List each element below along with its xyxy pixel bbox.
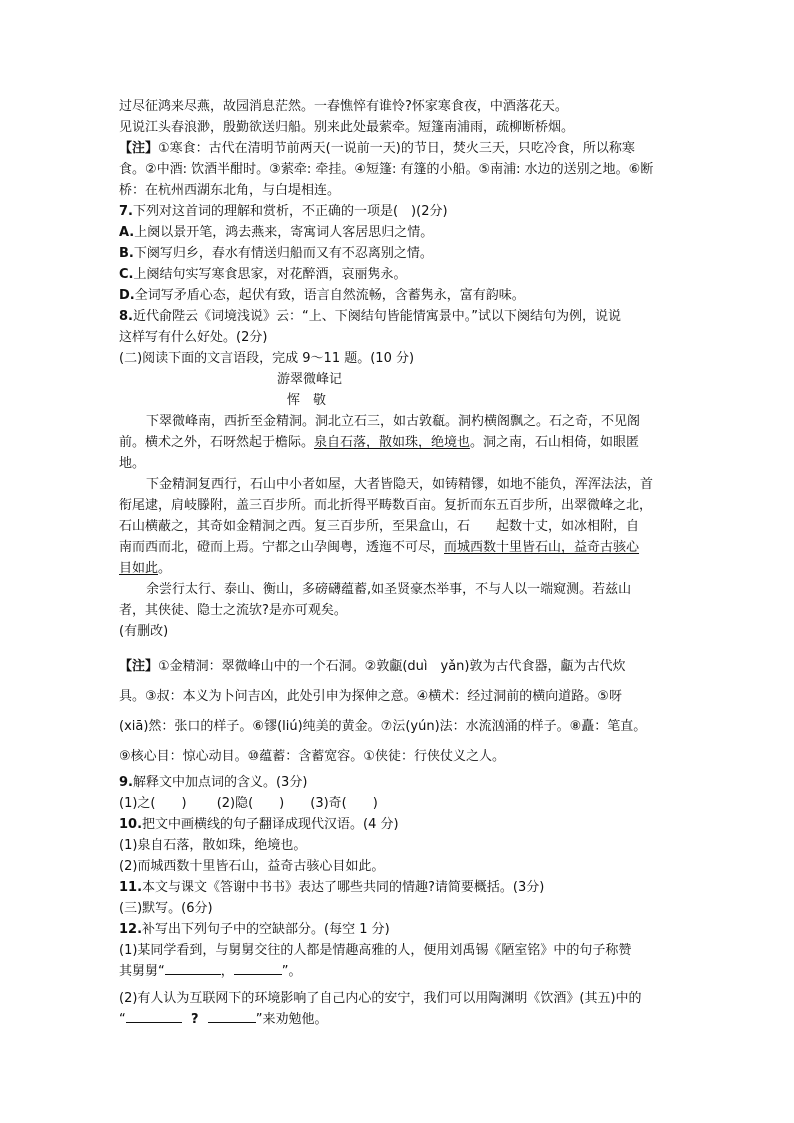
question-number: 9. [119, 775, 133, 790]
question-10-item: (1)泉自石落，散如珠，绝境也。 [119, 838, 307, 853]
question-number: 11. [119, 880, 143, 895]
answer-blank[interactable] [234, 961, 282, 975]
passage-author: 恽 敬 [287, 393, 327, 408]
question-stem: 近代俞陛云《词境浅说》云：“上、下阕结句皆能情寓景中。”试以下阕结句为例，说说 [132, 309, 621, 324]
exam-page [119, 96, 679, 1030]
fill-text: “ [119, 1012, 126, 1027]
option-letter: B. [119, 246, 134, 261]
option-text: 上阕以景开笔，鸿去燕来，寄寓词人客居思归之情。 [134, 225, 434, 240]
option-b [119, 243, 679, 264]
fill-text: ”来劝勉他。 [255, 1012, 328, 1027]
passage-text: 。洞之南，石山相倚，如眼匿 [470, 435, 640, 450]
question-10 [119, 814, 679, 835]
separator-mark: ? [190, 1012, 199, 1027]
note-text: ①金精洞：翠微峰山中的一个石洞。②敦甗(duì yǎn)敦为古代食器，甗为古代炊 [158, 659, 626, 674]
answer-blank[interactable] [208, 1009, 256, 1023]
question-number: 7. [119, 204, 133, 219]
question-12-item: (1)某同学看到，与舅舅交往的人都是情趣高雅的人，便用刘禹锡《陋室铭》中的句子称赞 [119, 943, 632, 958]
question-8 [119, 306, 679, 327]
poem-note [119, 138, 679, 159]
question-7 [119, 201, 679, 222]
answer-blank[interactable] [126, 1009, 182, 1023]
question-stem: 把文中画横线的句子翻译成现代汉语。(4 分) [142, 817, 399, 832]
option-letter: C. [119, 267, 134, 282]
passage-line: 地。 [119, 456, 146, 471]
note-text: ①寒食：古代在清明节前两天(一说前一天)的节日，焚火三天，只吃冷食，所以称寒 [158, 141, 635, 156]
option-letter: D. [119, 288, 135, 303]
passage-text: 南而西而北，磴而上焉。宁都之山孕闽粤，透迤不可尽， [119, 540, 445, 555]
question-12-item-cont [119, 961, 679, 982]
question-stem: 补写出下列句子中的空缺部分。(每空 1 分) [142, 922, 390, 937]
passage-paragraph-3: 余尝行太行、泰山、衡山，多磅礴蕴蓄,如圣贤豪杰举事，不与人以一端窥测。若兹山 [146, 582, 632, 597]
poem-line: 过尽征鸿来尽燕，故园消息茫然。一春憔悴有谁怜?怀家寒食夜，中酒落花天。 [119, 99, 568, 114]
fill-text: 其舅舅“ [119, 964, 165, 979]
question-12-item: (2)有人认为互联网下的环境影响了自己内心的安宁，我们可以用陶渊明《饮酒》(其五)中的 [119, 991, 642, 1006]
fill-text: ， [220, 964, 234, 979]
option-text: 上阕结句实写寒食思家，对花醉酒，哀丽隽永。 [133, 267, 407, 282]
passage-line [119, 432, 679, 453]
question-9-items: (1)之( ) (2)隐( ) (3)奇( ) [119, 796, 378, 811]
passage-note-line: ⑨核心目：惊心动目。⑩蕴蓄：含蓄宽容。①侠徒：行侠仗义之人。 [119, 749, 505, 764]
question-12-item-cont [119, 1009, 679, 1030]
note-marker: 【注】 [119, 659, 159, 674]
poem-note-line: 食。②中酒: 饮酒半酣时。③萦牵: 牵挂。④短篷: 有篷的小船。⑤南浦: 水边的送别之地。⑥断 [119, 162, 654, 177]
passage-paragraph-2: 下金精洞复西行，石山中小者如屋，大者皆隐天，如铸精镠，如地不能负，浑浑法法，首 [146, 477, 654, 492]
option-text: 全词写矛盾心态，起伏有致，语言自然流畅，含蓄隽永，富有韵味。 [134, 288, 525, 303]
passage-line: 衔尾逮，肩岐滕附，盖三百步所。而北折得平畴数百亩。复折而东五百步所，出翠微峰之北， [119, 498, 653, 513]
underlined-sentence-2: 而城西数十里皆石山，益奇古骇心 [444, 540, 640, 555]
passage-line [119, 558, 679, 579]
question-8-cont: 这样写有什么好处。(2分) [119, 330, 268, 345]
underlined-sentence-2-cont: 目如此 [119, 561, 159, 576]
passage-text: 前。横术之外，石呀然起于檐际。 [119, 435, 315, 450]
question-12 [119, 919, 679, 940]
passage-paragraph-1: 下翠微峰南，西折至金精洞。洞北立石三，如古敦瓻。洞杓横阁飘之。石之奇，不见阁 [146, 414, 641, 429]
question-11 [119, 877, 679, 898]
question-10-item: (2)而城西数十里皆石山，益奇古骇心目如此。 [119, 859, 385, 874]
passage-note [119, 652, 679, 682]
passage-line: 石山横蔽之，其奇如金精洞之西。复三百步所，至果盒山，石 起数十丈，如冰相附，自 [119, 519, 640, 534]
passage-line: 者，其侠徒、隐士之流欤?是亦可观矣。 [119, 603, 347, 618]
passage-line [119, 537, 679, 558]
option-text: 下阕写归乡，春水有情送归船而又有不忍离别之情。 [133, 246, 433, 261]
question-number: 10. [119, 817, 143, 832]
option-a [119, 222, 679, 243]
fill-text: ”。 [281, 964, 302, 979]
option-letter: A. [119, 225, 135, 240]
poem-line: 见说江头春浪渺，殷勤欲送归船。别来此处最萦牵。短篷南浦雨，疏柳断桥烟。 [119, 120, 575, 135]
question-number: 8. [119, 309, 133, 324]
passage-note-line: (xiā)然：张口的样子。⑥镠(liú)纯美的黄金。⑦沄(yún)法：水流汹涌的样子。⑧矗：笔直。 [119, 719, 647, 734]
question-9 [119, 772, 679, 793]
option-c [119, 264, 679, 285]
passage-title: 游翠微峰记 [277, 372, 343, 387]
passage-source: (有删改) [119, 624, 169, 639]
question-number: 12. [119, 922, 143, 937]
answer-blank[interactable] [165, 961, 221, 975]
passage-text: 。 [158, 561, 172, 576]
question-stem: 下列对这首词的理解和赏析，不正确的一项是( )(2分) [132, 204, 448, 219]
question-stem: 解释文中加点词的含义。(3分) [132, 775, 308, 790]
underlined-sentence-1: 泉自石落，散如珠，绝境也 [314, 435, 471, 450]
note-marker: 【注】 [119, 141, 159, 156]
option-d [119, 285, 679, 306]
question-stem: 本文与课文《答谢中书书》表达了哪些共同的情趣?请简要概括。(3分) [142, 880, 545, 895]
passage-note-line: 具。③叔：本义为卜问吉凶，此处引申为探伸之意。④横术：经过洞前的横向道路。⑤呀 [119, 689, 622, 704]
section-heading: (三)默写。(6分) [119, 901, 213, 916]
section-heading: (二)阅读下面的文言语段，完成 9～11 题。(10 分) [119, 351, 415, 366]
poem-note-line: 桥：在杭州西湖东北角，与白堤相连。 [119, 183, 341, 198]
